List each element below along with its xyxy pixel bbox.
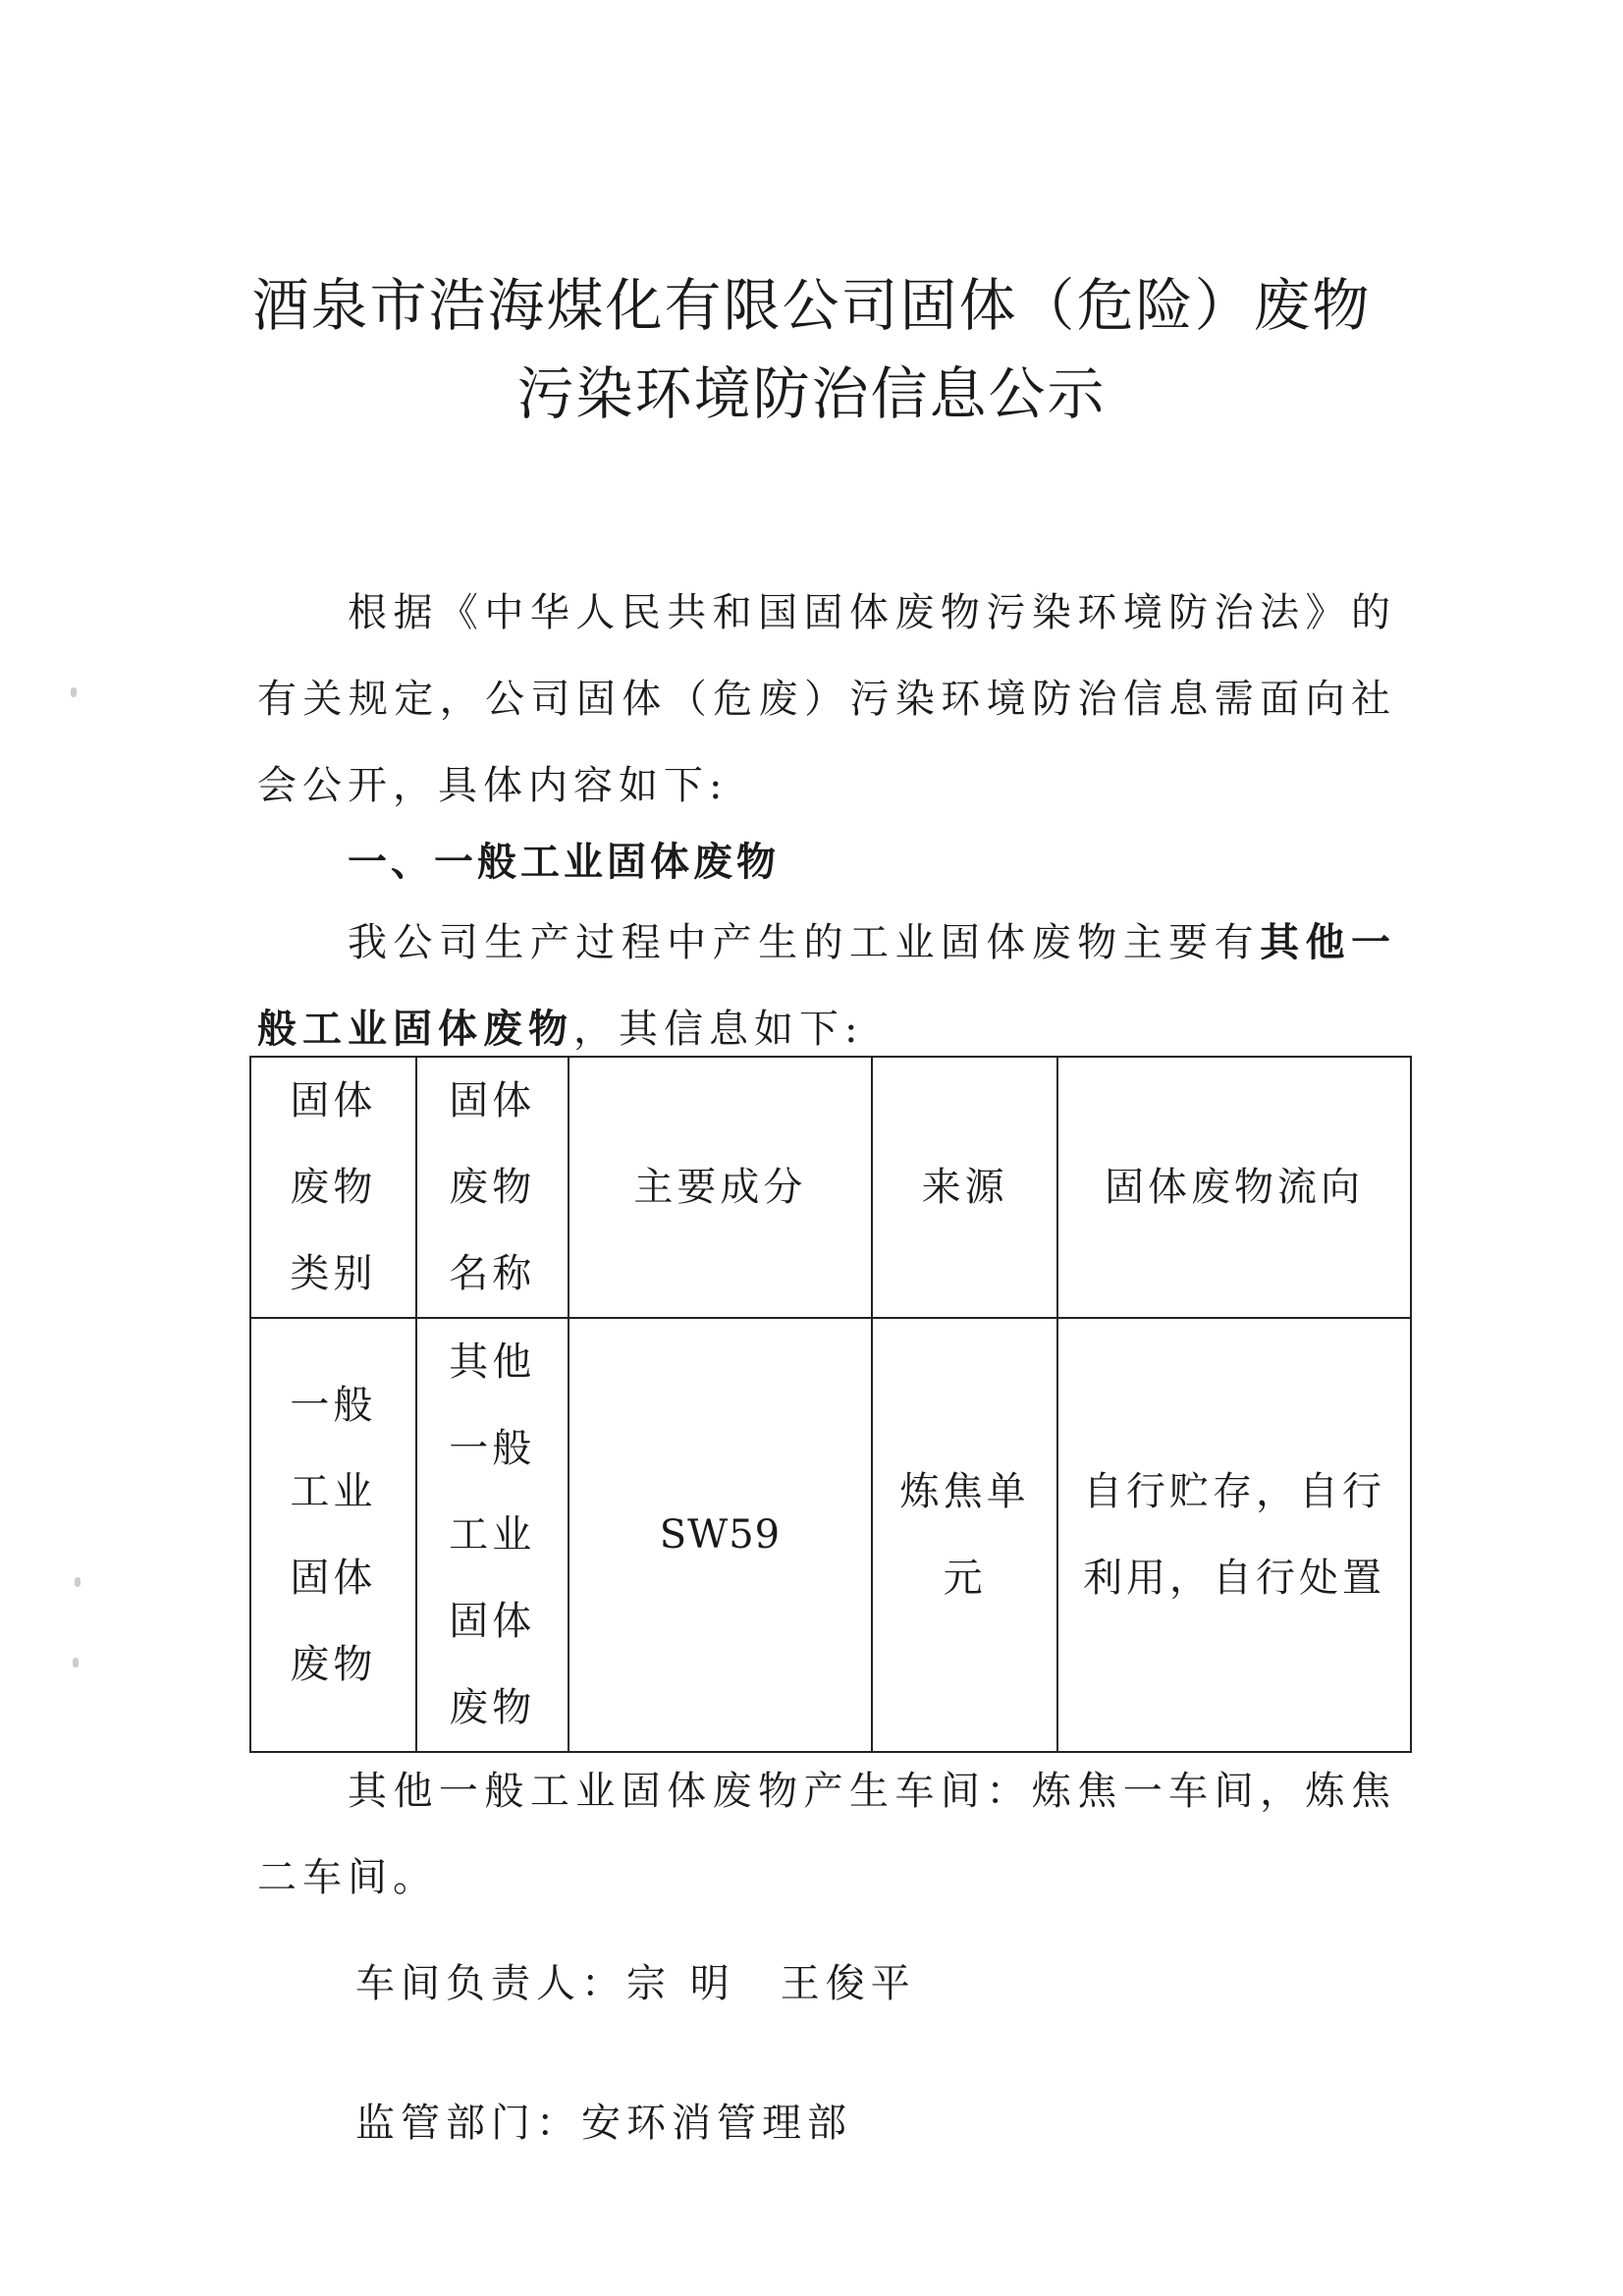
table-cell-source: 炼焦单元 bbox=[872, 1318, 1057, 1752]
table-header-cell: 固体废物名称 bbox=[416, 1057, 568, 1318]
table-cell-destination: 自行贮存，自行利用，自行处置 bbox=[1057, 1318, 1411, 1752]
document-title-line1: 酒泉市浩海煤化有限公司固体（危险）废物 bbox=[251, 272, 1372, 339]
supervisor-department: 安环消管理部 bbox=[581, 2101, 852, 2146]
responsible-line bbox=[355, 1961, 916, 2006]
section1-text-before: 我公司生产过程中产生的工业固体废物主要有 bbox=[348, 920, 1261, 965]
supervisor-line bbox=[355, 2101, 852, 2146]
section1-paragraph bbox=[257, 900, 1396, 1072]
table-cell-category: 一般工业固体废物 bbox=[250, 1318, 416, 1752]
scan-speck bbox=[71, 687, 77, 697]
waste-info-table bbox=[249, 1056, 1412, 1753]
table-header-cell: 固体废物类别 bbox=[250, 1057, 416, 1318]
document-title-line2: 污染环境防治信息公示 bbox=[516, 360, 1107, 427]
responsible-names: 宗 明 王俊平 bbox=[626, 1961, 916, 2006]
section1-heading: 一、一般工业固体废物 bbox=[348, 839, 780, 885]
table-cell-name: 其他一般工业固体废物 bbox=[416, 1318, 568, 1752]
table-header-cell: 来源 bbox=[872, 1057, 1057, 1318]
table-header-cell: 主要成分 bbox=[568, 1057, 873, 1318]
table-cell-composition: SW59 bbox=[568, 1318, 873, 1752]
responsible-label: 车间负责人： bbox=[355, 1961, 626, 2006]
intro-paragraph: 根据《中华人民共和国固体废物污染环境防治法》的有关规定，公司固体（危废）污染环境防治信息需面向社会公开，具体内容如下: bbox=[257, 590, 1396, 808]
workshop-paragraph: 其他一般工业固体废物产生车间：炼焦一车间，炼焦二车间。 bbox=[257, 1769, 1396, 1900]
table-header-cell: 固体废物流向 bbox=[1057, 1057, 1411, 1318]
scan-speck bbox=[73, 1658, 79, 1667]
supervisor-label: 监管部门： bbox=[355, 2101, 581, 2146]
table-row bbox=[250, 1318, 1411, 1752]
section1-text-bold: 其他一般工业固体废物 bbox=[257, 919, 1397, 1052]
section1-text-after: ，其信息如下: bbox=[573, 1007, 864, 1052]
scan-speck bbox=[75, 1577, 81, 1587]
table-header-row bbox=[250, 1057, 1411, 1318]
